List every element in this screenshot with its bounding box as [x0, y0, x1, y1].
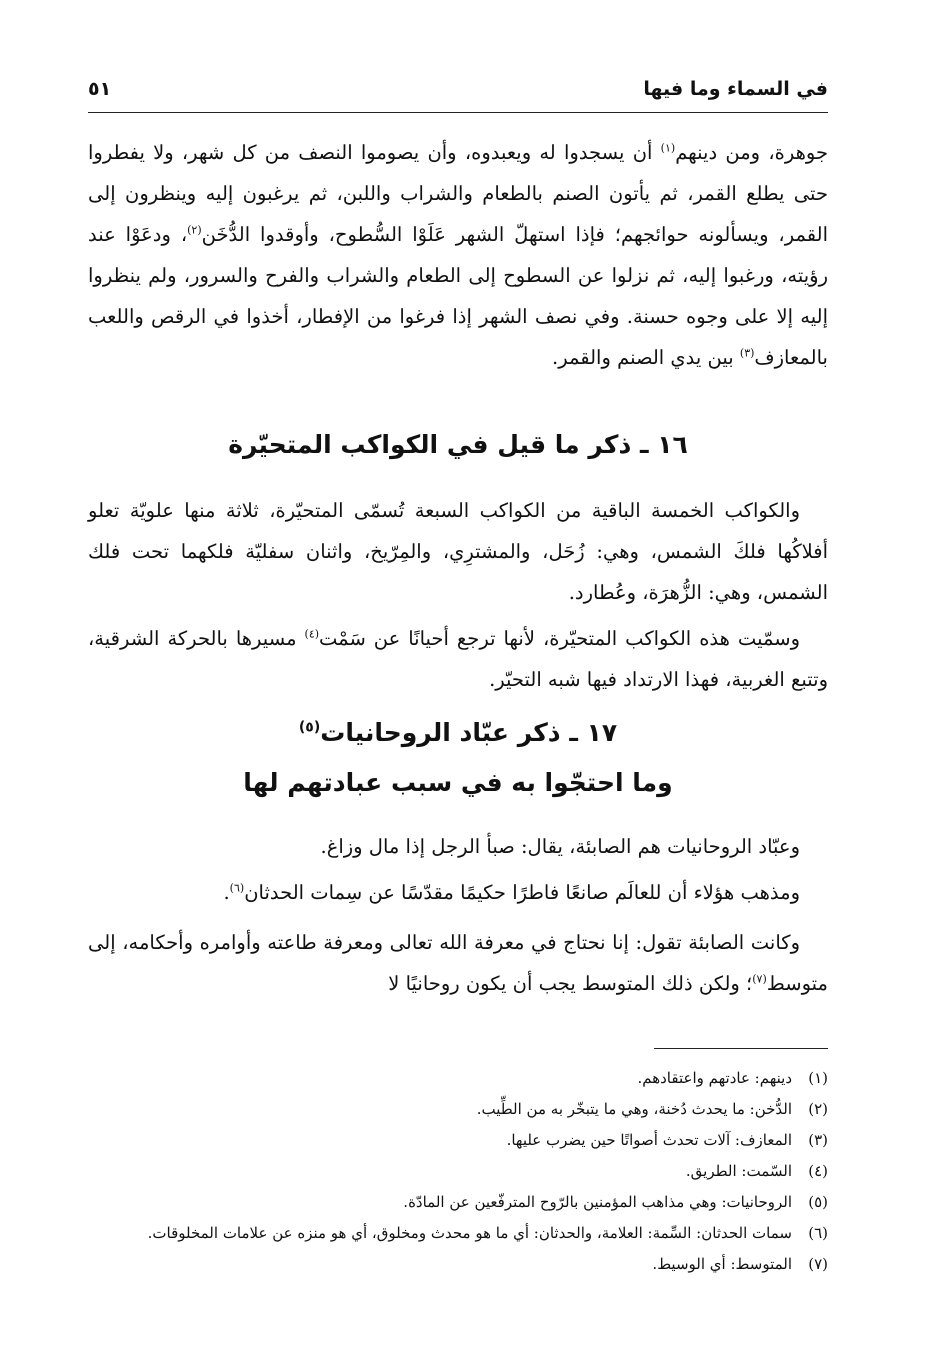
footnote-text: دينهم: عادتهم واعتقادهم. [637, 1069, 792, 1087]
text-run: وسمّيت هذه الكواكب المتحيّرة، لأنها ترجع أحيانًا عن سَمْت [319, 627, 800, 650]
text-run: وعبّاد الروحانيات هم الصابئة، يقال: صبأ الرجل إذا مال وزاغ. [320, 835, 800, 858]
paragraph-6 [88, 922, 828, 1004]
footnote-text: سمات الحدثان: السِّمة: العلامة، والحدثان: أي ما هو محدث ومخلوق، أي هو منزه عن علامات المخلوقات. [147, 1224, 792, 1242]
text-run: ؛ ولكن ذلك المتوسط يجب أن يكون روحانيًا لا [388, 972, 753, 995]
text-run: وكانت الصابئة تقول: إنا نحتاج في معرفة الله تعالى ومعرفة طاعته وأوامره وأحكامه، إلى متوسط [88, 931, 828, 995]
footnote-mark: (١) [808, 1069, 828, 1087]
paragraph-5 [88, 872, 828, 913]
footnote-mark: (٦) [808, 1224, 828, 1242]
footnote-mark: (٥) [808, 1193, 828, 1211]
footnote-7 [88, 1249, 828, 1280]
footnote-4 [88, 1156, 828, 1187]
text-run: ، ودعَوْا عند رؤيته، ورغبوا إليه، ثم نزلوا عن السطوح إلى الطعام والشراب والفرح والسرور، ولم ينظروا إليه إلا على وجوه حسنة. وفي نصف الشهر إذا فرغوا من الإفطار، أخذوا في الرقص واللعب بالمعازف [88, 223, 828, 369]
footnote-ref-1[interactable]: (١) [660, 141, 676, 155]
footnote-mark: (٢) [808, 1100, 828, 1118]
paragraph-2 [88, 490, 828, 613]
footnote-text: الروحانيات: وهي مذاهب المؤمنين بالرّوح المترفّعين عن المادّة. [403, 1193, 792, 1211]
paragraph-4 [88, 826, 828, 867]
text-run: أن يسجدوا له ويعبدوه، وأن يصوموا النصف من كل شهر، ولا يفطروا حتى يطلع القمر، ثم يأتون الصنم بالطعام والشراب واللبن، ثم يرغبون إليه وينظرون إلى القمر، ويسألونه حوائجهم؛ فإذا استهلّ الشهر عَلَوْا السُّطوح، وأوقدوا الدُّخَن [88, 141, 828, 246]
paragraph-1 [88, 132, 828, 378]
paragraph-3 [88, 618, 828, 700]
footnote-3 [88, 1125, 828, 1156]
footnote-text: الدُّخن: ما يحدث دُخنة، وهي ما يتبخّر به من الطِّيب. [476, 1100, 792, 1118]
running-header [88, 78, 828, 113]
footnote-text: المعازف: آلات تحدث أصواتًا حين يضرب عليها. [506, 1131, 792, 1149]
footnote-mark: (٤) [808, 1162, 828, 1180]
footnote-ref-3[interactable]: (٣) [739, 346, 755, 360]
footnote-text: السّمت: الطريق. [685, 1162, 792, 1180]
text-run: بين يدي الصنم والقمر. [552, 346, 740, 369]
text-run: مسيرها بالحركة الشرقية، وتتبع الغربية، فهذا الارتداد فيها شبه التحيّر. [88, 627, 828, 691]
footnote-ref-2[interactable]: (٢) [187, 223, 202, 237]
footnote-separator [654, 1048, 828, 1049]
footnote-2 [88, 1094, 828, 1125]
section-heading-17 [88, 718, 828, 747]
text-run: . [223, 881, 230, 904]
footnotes [88, 1063, 828, 1280]
page-number: ٥١ [88, 78, 112, 100]
section-heading-16: ١٦ ـ ذكر ما قيل في الكواكب المتحيّرة [228, 430, 688, 459]
text-run: ومذهب هؤلاء أن للعالَم صانعًا فاطرًا حكيمًا مقدّسًا عن سِمات الحدثان [244, 881, 800, 904]
footnote-mark: (٧) [808, 1255, 828, 1273]
text-run: والكواكب الخمسة الباقية من الكواكب السبعة تُسمّى المتحيّرة، ثلاثة منها علويّة تعلو أفلاكُها فلكَ الشمس، وهي: زُحَل، والمشترِي، والمِرّيخ، واثنان سفليّة فلكهما تحت فلك الشمس، وهي: الزُّهرَة، وعُطارد. [88, 499, 828, 604]
footnote-5 [88, 1187, 828, 1218]
footnote-mark: (٣) [808, 1131, 828, 1149]
text-run: جوهرة، ومن دينهم [675, 141, 828, 164]
footnote-ref-6[interactable]: (٦) [229, 881, 245, 895]
section-heading-17-title: ١٧ ـ ذكر عبّاد الروحانيات [320, 718, 618, 747]
footnote-ref-4[interactable]: (٤) [304, 627, 320, 641]
section-heading-17-subtitle: وما احتجّوا به في سبب عبادتهم لها [243, 768, 673, 797]
footnote-text: المتوسط: أي الوسيط. [652, 1255, 792, 1273]
running-title: في السماء وما فيها [643, 78, 828, 100]
footnote-ref-5[interactable]: (٥) [298, 719, 321, 736]
footnote-1 [88, 1063, 828, 1094]
footnote-6 [88, 1218, 828, 1249]
footnote-ref-7[interactable]: (٧) [752, 972, 767, 986]
